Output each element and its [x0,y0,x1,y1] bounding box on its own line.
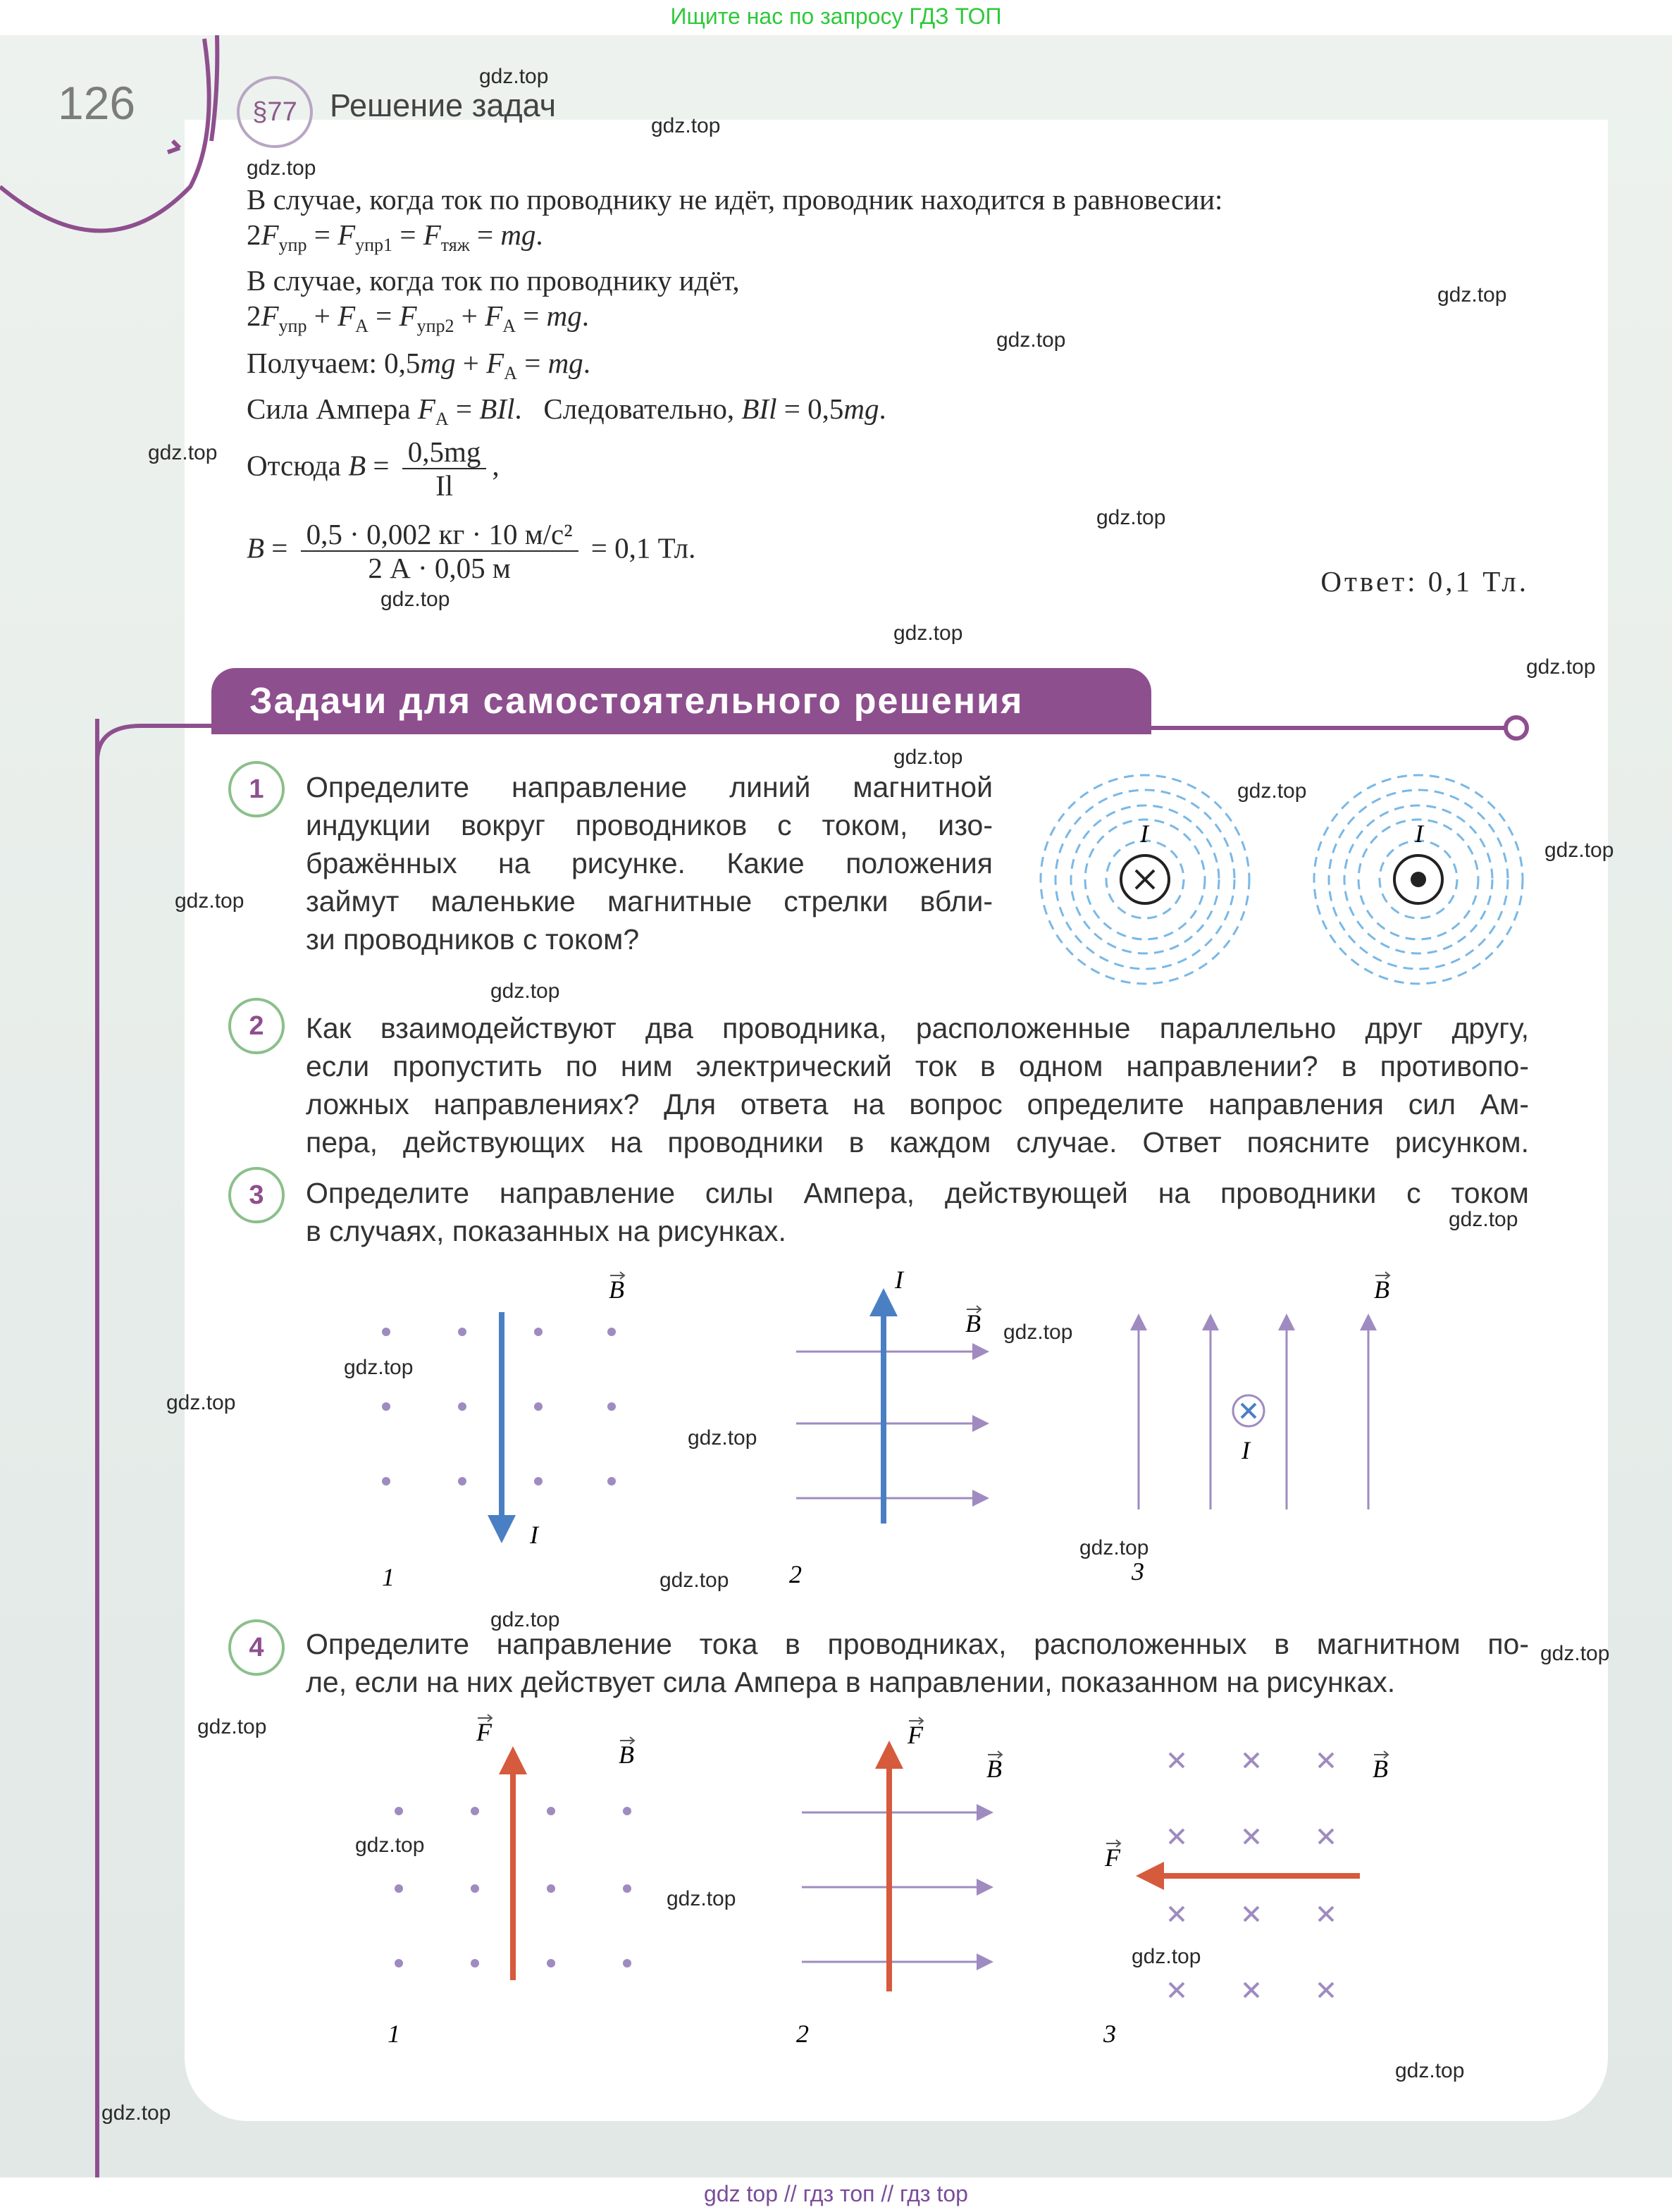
task-number-4: 4 [228,1619,285,1676]
watermark[interactable]: gdz.top [247,156,316,180]
top-banner[interactable]: Ищите нас по запросу ГДЗ ТОП [0,0,1672,34]
solution-line-1: В случае, когда ток по проводнику не идёт, проводник находится в равновесии: [247,183,1223,216]
task-4-line: Определите направление тока в проводниках, расположенных в магнитном по- [306,1628,1529,1660]
force-label: F [476,1718,492,1746]
task-3-line: в случаях, показанных на рисунках. [306,1215,786,1247]
current-label: I [1415,820,1423,848]
solution-line-6-mid: Следовательно, [543,393,735,425]
fraction-2-denominator: 2 А · 0,05 м [368,552,511,584]
watermark[interactable]: gdz.top [175,889,244,913]
answer: Ответ: 0,1 Тл. [1320,565,1529,598]
field-lines [802,1812,989,1962]
solution-result: = 0,1 Тл. [590,531,696,564]
watermark[interactable]: gdz.top [659,1569,729,1592]
section-badge: §77 [237,76,313,148]
task-number-1: 1 [228,761,285,817]
force-label: F [908,1721,923,1749]
watermark[interactable]: gdz.top [1395,2059,1465,2082]
task-number-2: 2 [228,998,285,1054]
solution-line-5: Получаем: $0,5mg + F_A$ = mg. [247,347,590,384]
task-3-figures [331,1261,1473,1600]
current-label: I [530,1521,538,1549]
bottom-banner[interactable]: gdz top // гдз топ // гдз top [0,2177,1672,2212]
watermark[interactable]: gdz.top [1079,1536,1149,1559]
task-number-3: 3 [228,1167,285,1223]
fraction-1-numerator: 0,5mg [402,435,487,469]
field-label: B [986,1755,1002,1783]
section-title: Решение задач [330,87,557,123]
task-4-line: ле, если на них действует сила Ампера в направлении, показанном на рисунках. [306,1666,1396,1698]
task-1-line: зи проводников с током? [306,923,640,956]
field-label: B [1374,1275,1389,1304]
cross-icon [1233,1395,1264,1426]
task-2-text [306,1009,1529,1161]
watermark[interactable]: gdz.top [667,1887,736,1910]
force-label: F [1105,1843,1120,1872]
task-1-text [306,768,993,958]
fraction-2-numerator: 0,5 · 0,002 кг · 10 м/с² [301,518,578,552]
field-lines [796,1352,985,1498]
watermark[interactable]: gdz.top [1526,655,1596,679]
fraction-1-denominator: Il [435,469,454,502]
task-4-text [306,1625,1529,1701]
task-4-figures [331,1712,1473,2058]
figure-number: 2 [789,1560,802,1588]
task-3-text [306,1174,1529,1250]
solution-line-7: Отсюда B = $\frac{0,5mg}{Il}$ , [247,435,500,502]
current-label: I [895,1266,903,1294]
watermark[interactable]: gdz.top [893,622,963,645]
watermark[interactable]: gdz.top [490,1608,560,1631]
watermark[interactable]: gdz.top [355,1834,425,1857]
cross-icon [1121,855,1169,903]
solution-line-7-label: Отсюда [247,449,341,482]
field-label: B [619,1741,634,1769]
task-1-line: индукции вокруг проводников с током, изо- [306,809,993,841]
page-number: 126 [58,77,136,129]
solution-line-6-label: Сила Ампера [247,393,411,425]
solution-line-8: B = $\frac{\text{0,5 · 0,002 кг · 10 м/с²}}{2 А \cdot 0,05 м}$ = 0,1 Тл. [247,518,696,584]
solution-line-6: Сила Ампера $F_A$ = BIl. Следовательно, BIl = 0,5mg. [247,393,886,430]
field-label: B [609,1275,624,1304]
solution-formula-2: $2F_{упр} + F_A = F_{упр2} + F_A$ = mg. [247,299,589,337]
task-1-line: займут маленькие магнитные стрелки вбли- [306,885,993,917]
task-2-line: если пропустить по ним электрический ток в одном направлении? в противопо- [306,1050,1529,1082]
watermark[interactable]: gdz.top [1437,283,1507,307]
watermark[interactable]: gdz.top [893,746,963,769]
task-3-line: Определите направление силы Ампера, действующей на проводники с током [306,1177,1529,1209]
watermark[interactable]: gdz.top [148,441,218,464]
watermark[interactable]: gdz.top [688,1426,757,1450]
current-label: I [1140,820,1148,848]
field-label: B [1373,1755,1388,1783]
tasks-header: Задачи для самостоятельного решения [211,668,1151,734]
figure-number: 3 [1132,1557,1144,1586]
watermark[interactable]: gdz.top [490,980,560,1003]
field-label: B [965,1309,981,1337]
watermark[interactable]: gdz.top [197,1715,267,1738]
figure-number: 2 [796,2020,809,2048]
watermark[interactable]: gdz.top [1096,506,1166,529]
task-2-line: пера, действующих на проводники в каждом случае. Ответ поясните рисунком. [306,1126,1529,1158]
task-2-line: ложных направлениях? Для ответа на вопрос определите направления сил Ам- [306,1088,1529,1120]
watermark[interactable]: gdz.top [166,1391,236,1414]
watermark[interactable]: gdz.top [1449,1208,1518,1231]
watermark[interactable]: gdz.top [101,2101,171,2125]
watermark[interactable]: gdz.top [380,588,450,611]
arrow-icon [209,35,223,148]
figure-number: 3 [1103,2020,1116,2048]
solution-line-5-label: Получаем: [247,347,377,379]
watermark[interactable]: gdz.top [344,1356,414,1379]
watermark[interactable]: gdz.top [1540,1642,1610,1665]
task-1-line: Определите направление линий магнитной [306,771,993,803]
watermark[interactable]: gdz.top [1544,839,1614,862]
task-2-line: Как взаимодействуют два проводника, расположенные параллельно друг другу, [306,1012,1529,1044]
watermark[interactable]: gdz.top [996,328,1066,352]
watermark[interactable]: gdz.top [1132,1945,1201,1968]
solution-line-3: В случае, когда ток по проводнику идёт, [247,264,740,297]
figure-number: 1 [388,2020,400,2048]
task-1-line: бражённых на рисунке. Какие положения [306,847,993,879]
watermark[interactable]: gdz.top [1003,1321,1073,1344]
figure-number: 1 [382,1563,395,1591]
watermark[interactable]: gdz.top [1237,779,1307,803]
dot-icon [1394,855,1442,903]
header-line [1148,710,1536,746]
watermark[interactable]: gdz.top [651,114,721,137]
current-label: I [1241,1436,1250,1464]
solution-formula-1: $2F_{упр} = F_{упр1} = F_{тяж}$ = mg. [247,218,543,256]
watermark[interactable]: gdz.top [479,65,549,88]
